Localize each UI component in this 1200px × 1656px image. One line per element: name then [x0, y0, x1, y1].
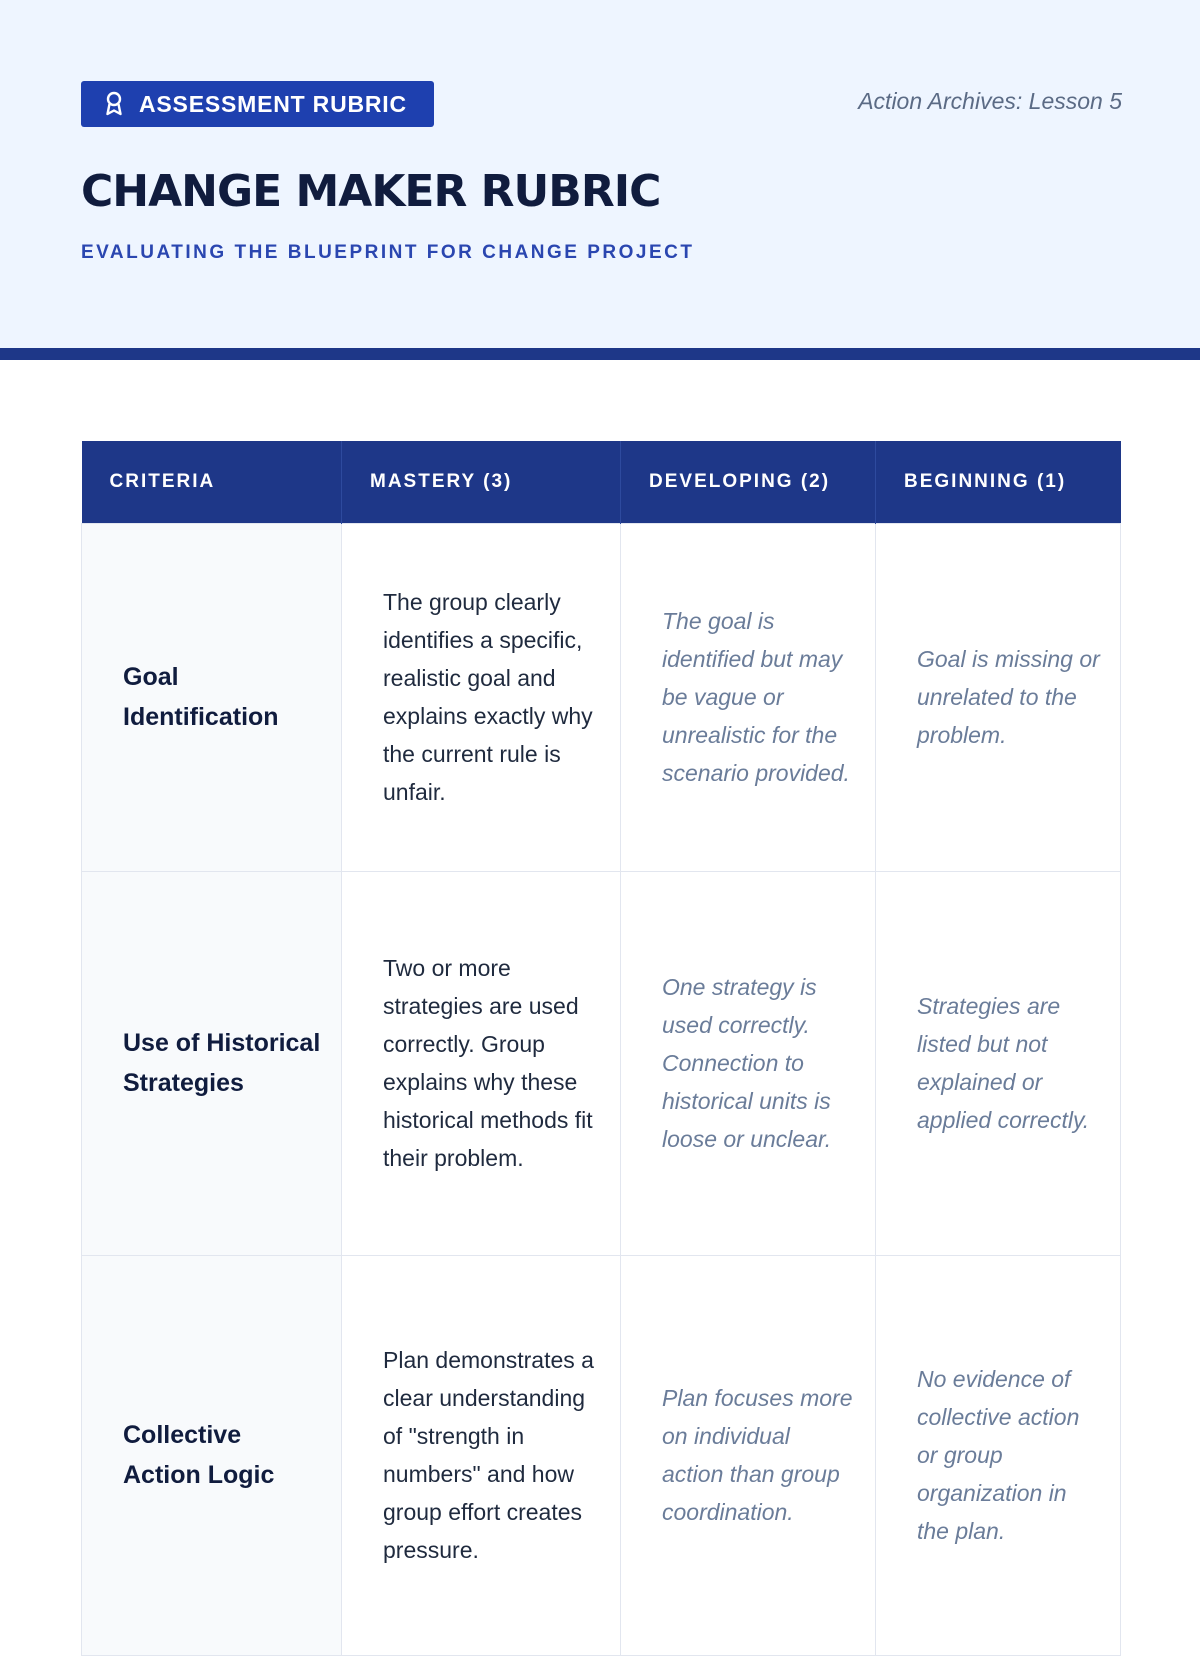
table-header-row [82, 441, 1121, 523]
award-ribbon-icon [103, 91, 125, 117]
table-row [82, 871, 1121, 1255]
lesson-label: Action Archives: Lesson 5 [858, 88, 1122, 114]
table-row [82, 1255, 1121, 1655]
header-banner [0, 0, 1200, 360]
developing-cell: One strategy is used correctly. Connection to historical units is loose or unclear. [621, 871, 876, 1255]
badge-label: ASSESSMENT RUBRIC [139, 90, 407, 117]
rubric-table [81, 441, 1121, 1656]
beginning-cell: Strategies are listed but not explained or applied correctly. [876, 871, 1121, 1255]
page-subtitle: EVALUATING THE BLUEPRINT FOR CHANGE PROJECT [81, 242, 695, 263]
developing-cell: Plan focuses more on individual action than group coordination. [621, 1255, 876, 1655]
page-title: CHANGE MAKER RUBRIC [81, 166, 661, 217]
table-row [82, 523, 1121, 871]
criteria-cell: Use of Historical Strategies [82, 871, 342, 1255]
beginning-cell: Goal is missing or unrelated to the problem. [876, 523, 1121, 871]
assessment-rubric-badge [81, 81, 434, 127]
mastery-cell: Plan demonstrates a clear understanding of "strength in numbers" and how group effort creates pressure. [342, 1255, 621, 1655]
beginning-cell: No evidence of collective action or group organization in the plan. [876, 1255, 1121, 1655]
column-header-mastery: MASTERY (3) [342, 441, 621, 523]
column-header-criteria: CRITERIA [82, 441, 342, 523]
criteria-cell: Collective Action Logic [82, 1255, 342, 1655]
mastery-cell: Two or more strategies are used correctly. Group explains why these historical methods fit their problem. [342, 871, 621, 1255]
criteria-cell: Goal Identification [82, 523, 342, 871]
column-header-beginning: BEGINNING (1) [876, 441, 1121, 523]
mastery-cell: The group clearly identifies a specific, realistic goal and explains exactly why the current rule is unfair. [342, 523, 621, 871]
developing-cell: The goal is identified but may be vague or unrealistic for the scenario provided. [621, 523, 876, 871]
column-header-developing: DEVELOPING (2) [621, 441, 876, 523]
